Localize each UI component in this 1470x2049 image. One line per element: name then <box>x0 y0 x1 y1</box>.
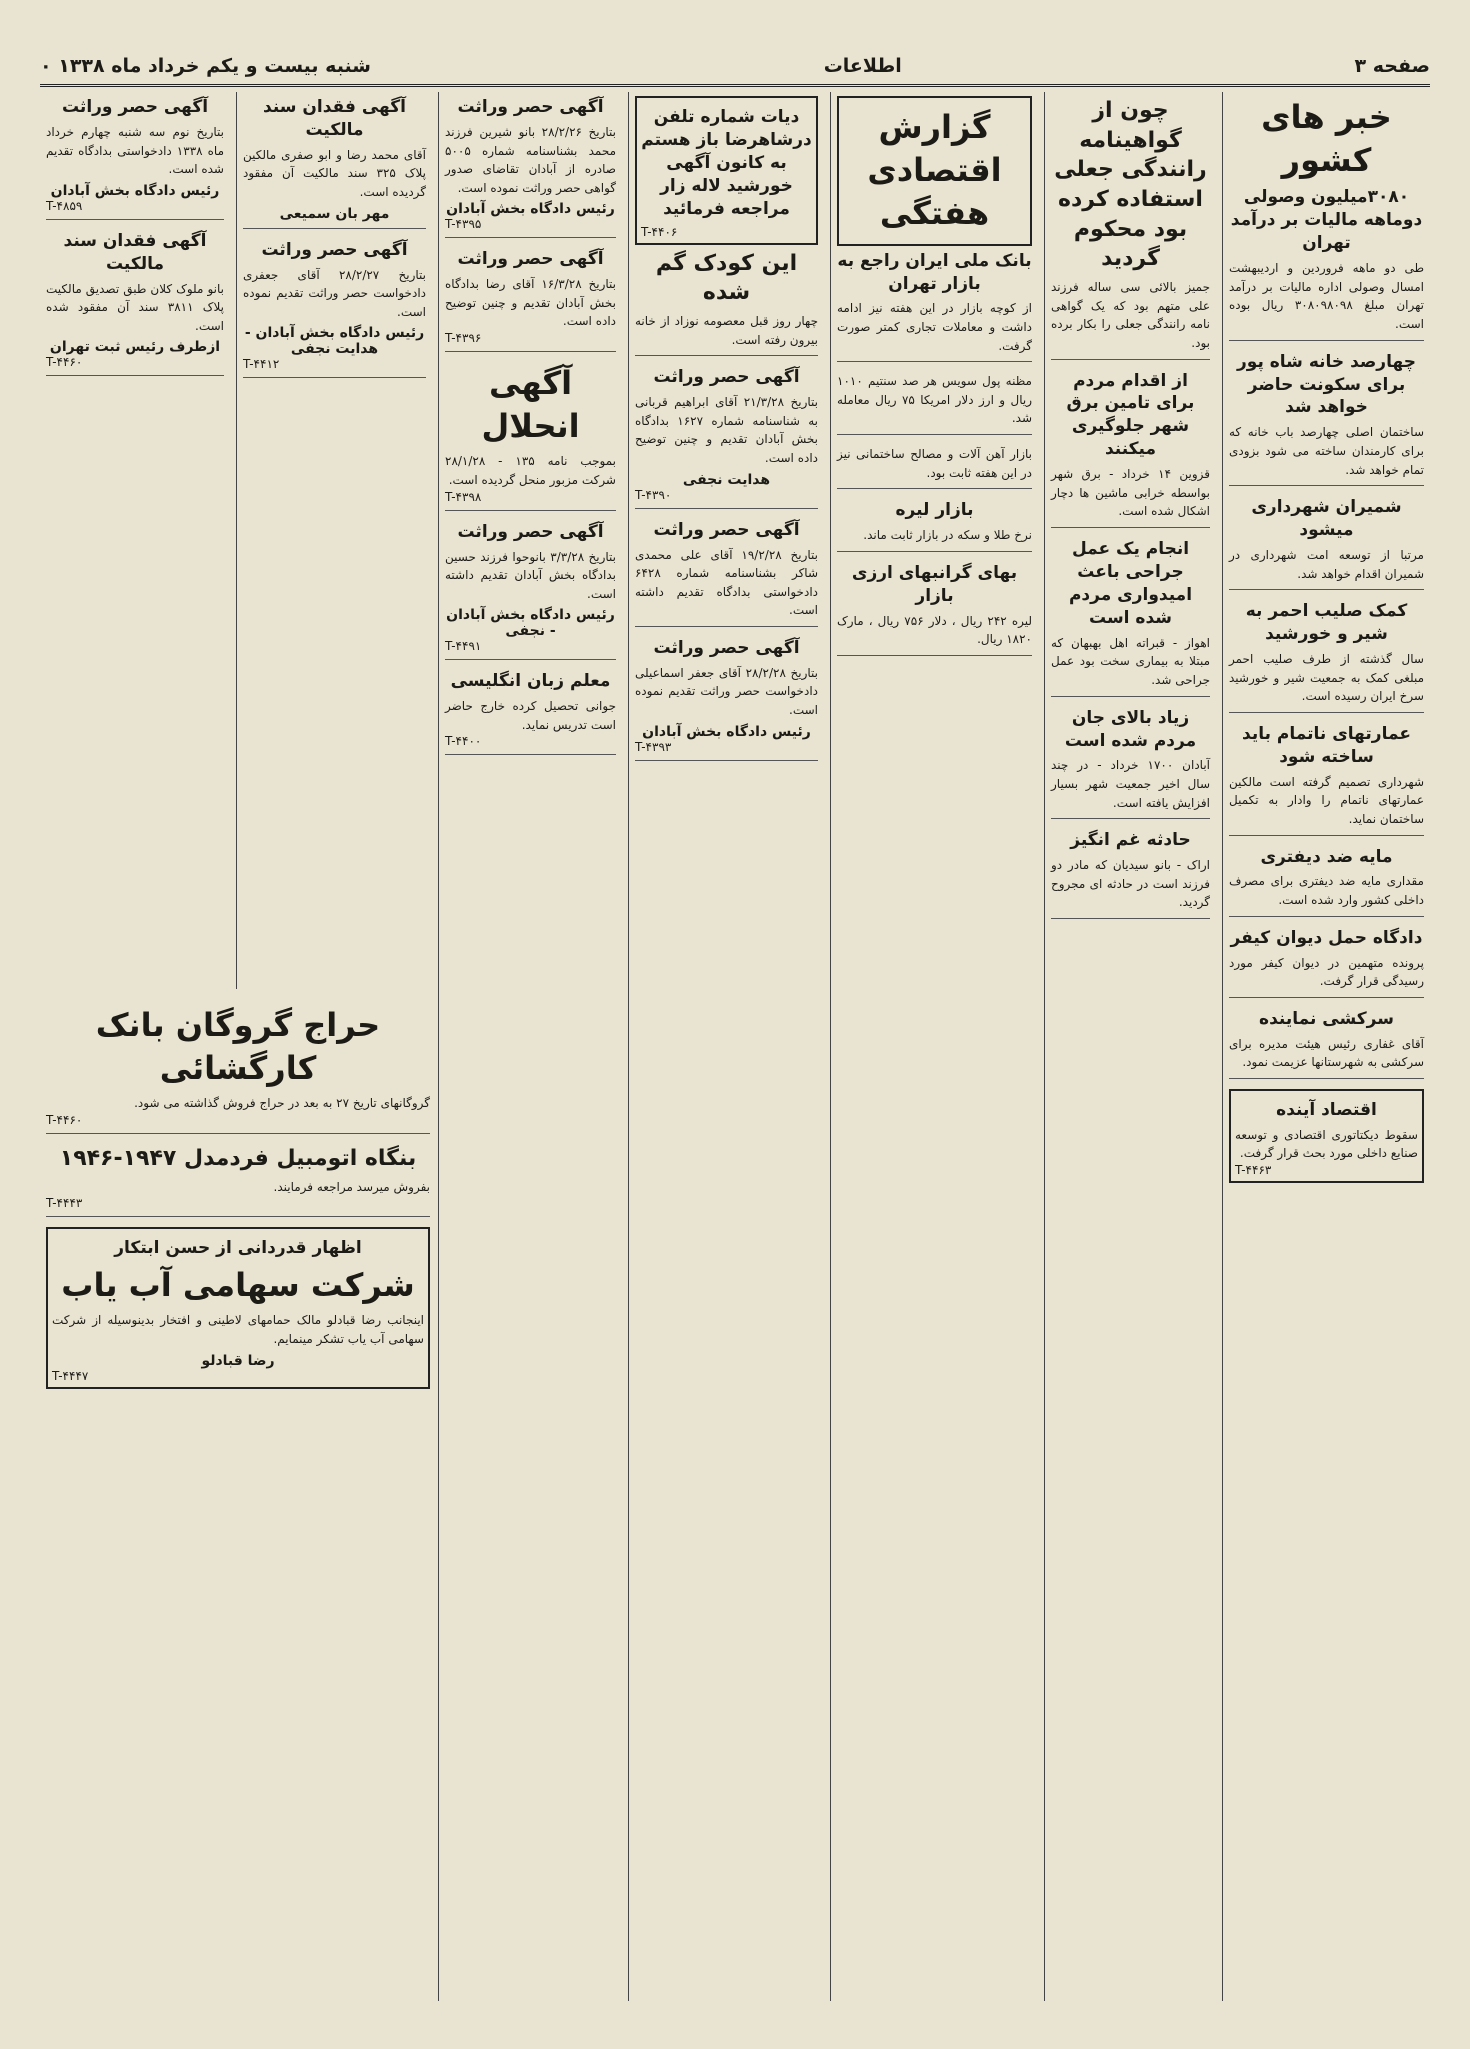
issue-date: شنبه بیست و یکم خرداد ماه ۱۳۳۸ ۰ <box>40 55 371 77</box>
signature: ازطرف رئیس ثبت تهران <box>49 339 221 356</box>
headline: آگهی حصر وراثت <box>653 637 800 658</box>
ad-code: T-۴۳۹۸ <box>445 489 482 504</box>
headline: این کودک گم شده <box>655 250 798 306</box>
article-text: بفروش میرسد مراجعه فرمایند. <box>273 1179 430 1194</box>
article-text: نرخ طلا و سکه در بازار ثابت ماند. <box>863 528 1032 543</box>
page-header <box>40 48 1430 87</box>
article-text: شهرداری تصمیم گرفته است مالکین عمارتهای ناتمام را وادار به تکمیل ساختمان نماید. <box>1229 774 1424 826</box>
article-text: اراک - بانو سیدیان که مادر دو فرزند است در حادثه ای مجروح گردید. <box>1051 858 1210 910</box>
article-text: قزوین ۱۴ خرداد - برق شهر بواسطه خرابی ماشین ها دچار اشکال شده است. <box>1051 467 1210 519</box>
ad-code: T-۴۳۹۵ <box>445 217 482 232</box>
headline: مایه ضد دیفتری <box>1260 846 1393 867</box>
signature: هدایت نجفی <box>682 471 771 488</box>
article-text: آقای محمد رضا و ابو صفری مالکین پلاک ۳۲۵ سند مالکیت آن مفقود گردیده است. <box>243 147 426 200</box>
article-text: بتاریخ ۱۹/۲/۲۸ آقای علی محمدی شاکر بشناسنامه شماره ۶۴۲۸ دادخواستی بدادگاه تقدیم داشته است. <box>635 547 818 618</box>
ad-code: T-۴۸۵۹ <box>46 198 83 213</box>
headline: آگهی فقدان سند مالکیت <box>263 97 406 140</box>
headline: آگهی حصر وراثت <box>457 249 604 270</box>
article-text: بتاریخ نوم سه شنبه چهارم خرداد ماه ۱۳۳۸ دادخواستی بدادگاه تقدیم شده است. <box>46 124 224 177</box>
headline: بانک ملی ایران راجع به بازار تهران <box>837 250 1032 294</box>
article-text: بتاریخ ۳/۳/۲۸ بانوحوا فرزند حسین بدادگاه بخش آبادان تقدیم داشته است. <box>445 549 617 601</box>
article-text: آقای غفاری رئیس هیئت مدیره برای سرکشی به شهرستانها عزیمت نمود. <box>1229 1036 1424 1070</box>
column-economy <box>830 92 1038 2001</box>
ad-code: T-۴۴۰۰ <box>445 734 482 749</box>
article-text: بتاریخ ۲۸/۲/۲۷ آقای جعفری دادخواست حصر وراثت تقدیم نموده است. <box>243 267 427 319</box>
headline: حراج گروگان بانک کارگشائی <box>95 1006 381 1088</box>
signature: رئیس دادگاه بخش آبادان - هدایت نجفی <box>244 325 425 358</box>
headline: آگهی حصر وراثت <box>261 239 408 260</box>
article-text: پرونده متهمین در دیوان کیفر مورد رسیدگی قرار گرفت. <box>1229 955 1424 989</box>
article-text: ساختمان اصلی چهارصد باب خانه که برای کارمندان ساخته می شود بزودی تمام خواهد شد. <box>1229 425 1424 477</box>
ad-code: T-۴۳۹۶ <box>445 331 482 346</box>
headline: معلم زبان انگلیسی <box>450 671 611 692</box>
column-notices-2 <box>438 92 622 2001</box>
signature: رئیس دادگاه بخش آبادان <box>642 723 811 740</box>
article-text: مظنه پول سویس هر صد سنتیم ۱۰۱۰ ریال و ارز دلار امریکا ۷۵ ریال معامله شد. <box>837 374 1032 426</box>
headline: بهای گرانبهای ارزی بازار <box>851 562 1018 606</box>
article-text: بتاریخ ۲۸/۲/۲۶ بانو شیرین فرزند محمد بشناسنامه شماره ۵۰۰۵ صادره از آبادان تقاضای صدور گواهی حصر وراثت نموده است. <box>445 124 617 195</box>
column-news-2 <box>1044 92 1216 2001</box>
article-text: آبادان ۱۷۰۰ خرداد - در چند سال اخیر جمعیت شهر بسیار افزایش یافته است. <box>1051 758 1211 810</box>
article-text: بتاریخ ۲۸/۲/۲۸ آقای جعفر اسماعیلی دادخواست حصر وراثت تقدیم نموده است. <box>635 665 818 717</box>
headline: بنگاه اتومبیل فردمدل ۱۹۴۷-۱۹۴۶ <box>59 1145 417 1171</box>
bottom-left-ads <box>40 1000 436 2001</box>
article-text: سال گذشته از طرف صلیب احمر مبلغی کمک به جمعیت شیر و خورشید سرخ ایران رسیده است. <box>1229 652 1424 704</box>
headline: بازار لیره <box>895 500 974 521</box>
signature: رئیس دادگاه بخش آبادان <box>50 182 220 199</box>
column-notices <box>628 92 824 2001</box>
signature: مهر بان سمیعی <box>279 205 390 222</box>
headline: کمک صلیب احمر به شیر و خورشید <box>1245 601 1408 645</box>
signature: رضا قبادلو <box>201 1352 275 1369</box>
ad-code: T-۴۴۶۳ <box>1235 1163 1272 1178</box>
headline: آگهی حصر وراثت <box>457 97 604 117</box>
column-notices-3 <box>236 92 432 989</box>
headline: اقتصاد آینده <box>1276 1099 1377 1120</box>
ad-code: T-۴۳۹۰ <box>635 487 672 502</box>
headline: آگهی فقدان سند مالکیت <box>63 230 207 274</box>
ad-code: T-۴۴۴۳ <box>46 1196 83 1211</box>
headline: آگهی حصر وراثت <box>61 97 209 117</box>
article-text: مرتبا از توسعه امت شهرداری در شمیران اقدام خواهد شد. <box>1229 548 1424 581</box>
article-text: بتاریخ ۱۶/۳/۲۸ آقای رضا بدادگاه بخش آبادان تقدیم و چنین توضیح داده است. <box>445 277 616 329</box>
brand-name: شرکت سهامی آب یاب <box>61 1266 415 1305</box>
headline: آگهی حصر وراثت <box>653 519 800 540</box>
article-text: گروگانهای تاریخ ۲۷ به بعد در حراج فروش گذاشته می شود. <box>134 1096 430 1111</box>
signature: رئیس دادگاه بخش آبادان - نجفی <box>446 607 615 640</box>
headline: شمیران شهرداری میشود <box>1251 497 1402 541</box>
ad-code: T-۴۴۱۲ <box>243 357 280 372</box>
ad-code: T-۴۳۹۳ <box>635 739 672 754</box>
article-text: اهواز - قبراته اهل بهبهان که مبتلا به بیماری سخت بود عمل جراحی شد. <box>1051 635 1210 687</box>
article-text: طی دو ماهه فروردین و اردیبهشت امسال وصولی اداره مالیات بر درآمد تهران مبلغ ۳۰۸۰۹۸۰۹۸ ریال بوده است. <box>1229 261 1424 331</box>
article-text: جمیز بالائی سی ساله فرزند علی متهم بود که یک گواهی نامه رانندگی جعلی را بکار برده بود. <box>1051 280 1210 350</box>
headline: چهارصد خانه شاه پور برای سکونت حاضر خواهد شد <box>1237 351 1416 418</box>
section-title: خبر های کشور <box>1261 98 1392 180</box>
headline: سرکشی نماینده <box>1259 1008 1394 1029</box>
headline: حادثه غم انگیز <box>1070 830 1191 851</box>
article-text: مقداری مایه ضد دیفتری برای مصرف داخلی کشور وارد شده است. <box>1229 874 1424 908</box>
ad-code: T-۴۴۰۶ <box>641 224 678 239</box>
ad-code: T-۴۴۹۱ <box>445 639 482 654</box>
article-text: اینجانب رضا قبادلو مالک حمامهای لاطینی و افتخار بدینوسیله از شرکت سهامی آب یاب تشکر مینمایم. <box>52 1313 424 1346</box>
ad-code: T-۴۴۶۰ <box>46 355 83 370</box>
page-number: صفحه ۳ <box>1354 55 1430 77</box>
headline: عمارتهای ناتمام باید ساخته شود <box>1242 723 1411 767</box>
headline: ۳۰۸۰میلیون وصولی دوماهه مالیات بر درآمد تهران <box>1230 187 1423 254</box>
notice: دیات شماره تلفن درشاهرضا باز هستم به کانون آگهی خورشید لاله زار مراجعه فرمائید <box>641 107 812 219</box>
headline: آگهی حصر وراثت <box>653 367 800 388</box>
article-text: سقوط دیکتاتوری اقتصادی و توسعه صنایع داخلی مورد بحث قرار گرفت. <box>1235 1127 1418 1161</box>
headline: از اقدام مردم برای تامین برق شهر جلوگیری میکنند <box>1066 370 1195 460</box>
headline: آگهی حصر وراثت <box>457 521 604 542</box>
section-title: گزارش اقتصادی هفتگی <box>867 108 1002 233</box>
article-text: بانو ملوک کلان طبق تصدیق مالکیت پلاک ۳۸۱۱ سند آن مفقود شده است. <box>46 281 224 333</box>
ad-code: T-۴۴۴۷ <box>52 1368 89 1383</box>
headline: انجام یک عمل جراحی باعث امیدواری مردم شده است <box>1068 539 1193 628</box>
headline: اظهار قدردانی از حسن ابتکار <box>114 1238 362 1259</box>
headline: آگهی انحلال <box>481 364 580 446</box>
article-text: بازار آهن آلات و مصالح ساختمانی نیز در این هفته ثابت بود. <box>837 447 1032 480</box>
article-text: بموجب نامه ۱۳۵ - ۲۸/۱/۲۸ شرکت مزبور منحل گردیده است. <box>445 454 616 487</box>
headline: دادگاه حمل دیوان کیفر <box>1230 927 1423 948</box>
masthead: اطلاعات <box>823 55 902 77</box>
article-text: جوانی تحصیل کرده خارج حاضر است تدریس نماید. <box>445 699 616 732</box>
article-text: بتاریخ ۲۱/۳/۲۸ آقای ابراهیم قربانی به شناسنامه شماره ۱۶۲۷ بدادگاه بخش آبادان تقدیم و چنین توضیح داده است. <box>635 395 818 465</box>
article-text: لیره ۲۴۲ ریال ، دلار ۷۵۶ ریال ، مارک ۱۸۲۰ ریال. <box>837 613 1033 647</box>
ad-code: T-۴۴۶۰ <box>46 1112 83 1127</box>
headline: چون از گواهینامه رانندگی جعلی استفاده کرده بود محکوم گردید <box>1054 98 1207 272</box>
column-notices-4 <box>40 92 230 989</box>
column-news <box>1222 92 1430 2001</box>
headline: زیاد بالای جان مردم شده است <box>1064 707 1197 751</box>
article-text: از کوچه بازار در این هفته نیز ادامه داشت و معاملات تجاری کمتر صورت گرفت. <box>837 301 1032 353</box>
signature: رئیس دادگاه بخش آبادان <box>446 201 615 218</box>
article-text: چهار روز قبل معصومه نوزاد از خانه بیرون رفته است. <box>635 314 818 347</box>
